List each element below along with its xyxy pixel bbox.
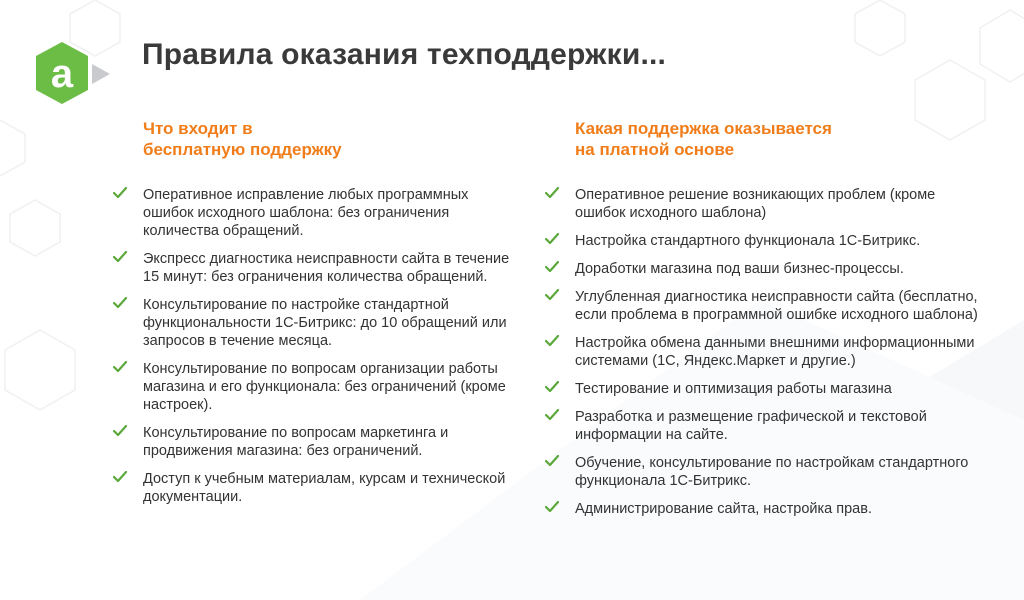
list-item-text: Консультирование по настройке стандартной функциональности 1С-Битрикс: до 10 обращений или запросов в течение месяца. <box>143 297 507 349</box>
checkmark-icon <box>544 334 560 348</box>
checkmark-icon <box>112 424 128 438</box>
paid-support-heading-line: Какая поддержка оказывается <box>575 119 832 138</box>
paid-support-column <box>544 118 984 528</box>
list-item <box>112 424 512 460</box>
list-item <box>544 186 984 222</box>
checkmark-icon <box>544 454 560 468</box>
list-item <box>112 360 512 414</box>
page-title: Правила оказания техподдержки... <box>142 38 667 71</box>
list-item <box>544 408 984 444</box>
list-item <box>112 470 512 506</box>
list-item <box>112 250 512 286</box>
list-item-text: Доработки магазина под ваши бизнес-процессы. <box>575 261 904 277</box>
paid-support-heading <box>575 118 984 164</box>
list-item <box>544 232 984 250</box>
list-item <box>544 260 984 278</box>
list-item-text: Оперативное исправление любых программных ошибок исходного шаблона: без ограничения количества обращений. <box>143 187 469 239</box>
list-item <box>544 334 984 370</box>
checkmark-icon <box>544 186 560 200</box>
checkmark-icon <box>112 186 128 200</box>
hexagon-a-logo-icon <box>32 40 116 108</box>
list-item-text: Разработка и размещение графической и текстовой информации на сайте. <box>575 409 927 443</box>
list-item-text: Углубленная диагностика неисправности сайта (бесплатно, если проблема в программной ошибке исходного шаблона) <box>575 289 978 323</box>
checkmark-icon <box>544 408 560 422</box>
list-item-text: Доступ к учебным материалам, курсам и технической документации. <box>143 471 506 505</box>
list-item <box>544 500 984 518</box>
list-item <box>112 186 512 240</box>
free-support-heading-line: бесплатную поддержку <box>143 140 342 159</box>
free-support-list <box>112 186 512 506</box>
list-item <box>544 288 984 324</box>
svg-text:a: a <box>50 52 74 96</box>
list-item-text: Экспресс диагностика неисправности сайта в течение 15 минут: без ограничения количества обращений. <box>143 251 510 285</box>
list-item-text: Администрирование сайта, настройка прав. <box>575 501 872 517</box>
checkmark-icon <box>112 250 128 264</box>
checkmark-icon <box>112 296 128 310</box>
free-support-heading <box>143 118 512 164</box>
checkmark-icon <box>544 260 560 274</box>
free-support-column <box>112 118 512 516</box>
checkmark-icon <box>112 360 128 374</box>
checkmark-icon <box>544 380 560 394</box>
list-item-text: Настройка стандартного функционала 1С-Битрикс. <box>575 233 921 249</box>
list-item-text: Консультирование по вопросам организации работы магазина и его функционала: без ограничений (кроме настроек). <box>143 361 506 413</box>
checkmark-icon <box>544 232 560 246</box>
checkmark-icon <box>544 288 560 302</box>
list-item-text: Оперативное решение возникающих проблем (кроме ошибок исходного шаблона) <box>575 187 936 221</box>
list-item-text: Обучение, консультирование по настройкам стандартного функционала 1С-Битрикс. <box>575 455 969 489</box>
checkmark-icon <box>544 500 560 514</box>
paid-support-heading-line: на платной основе <box>575 140 735 159</box>
list-item <box>544 454 984 490</box>
paid-support-list <box>544 186 984 518</box>
list-item-text: Консультирование по вопросам маркетинга и продвижения магазина: без ограничений. <box>143 425 449 459</box>
list-item <box>112 296 512 350</box>
list-item-text: Настройка обмена данными внешними информационными системами (1С, Яндекс.Маркет и другие.) <box>575 335 975 369</box>
list-item-text: Тестирование и оптимизация работы магазина <box>575 381 892 397</box>
checkmark-icon <box>112 470 128 484</box>
free-support-heading-line: Что входит в <box>143 119 253 138</box>
list-item <box>544 380 984 398</box>
